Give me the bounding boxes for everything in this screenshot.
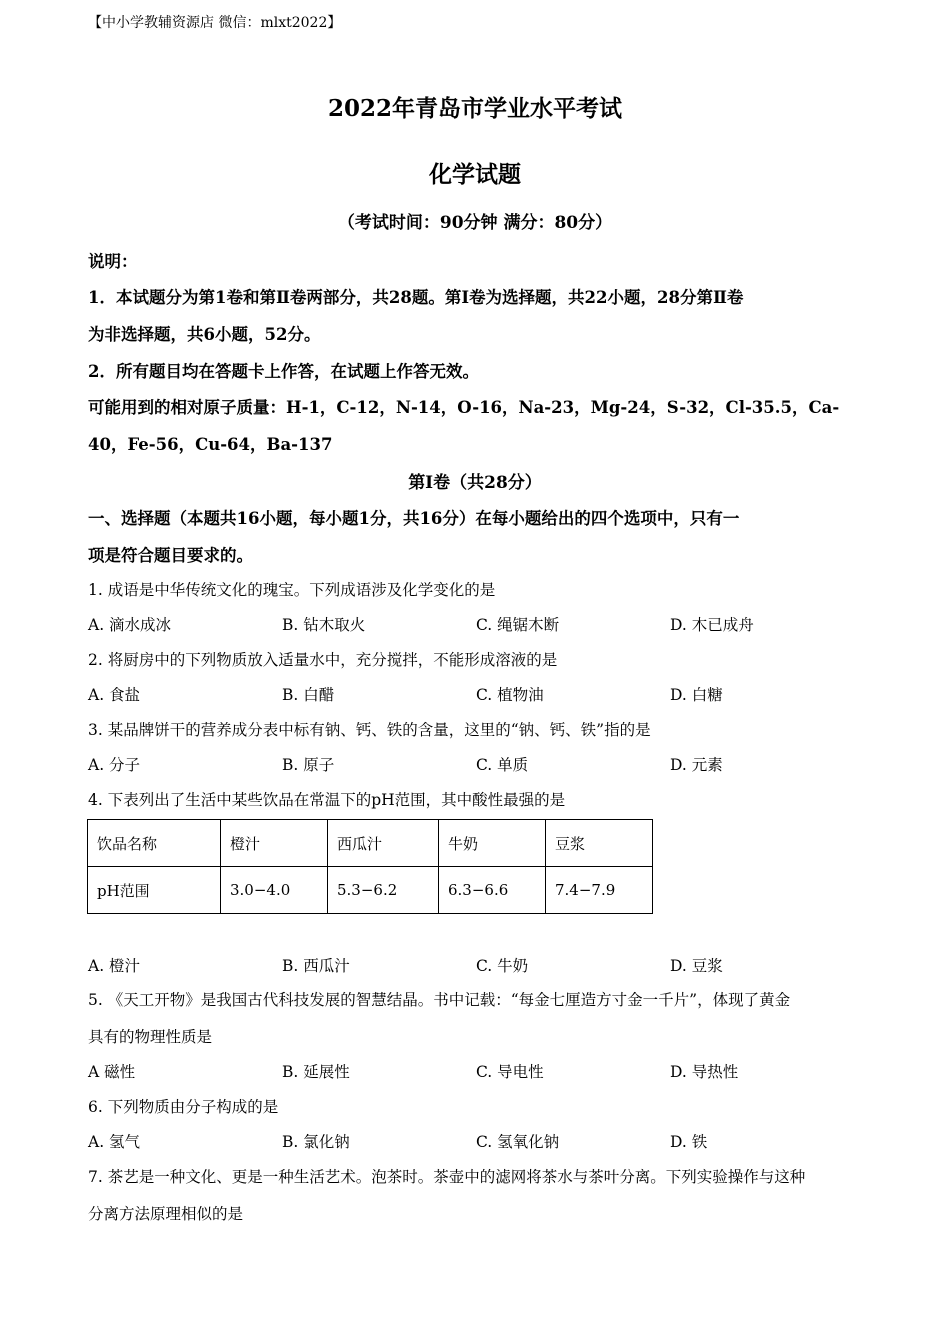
- part-one-heading-line1: 一、选择题（本题共16小题，每小题1分，共16分）在每小题给出的四个选项中，只有一: [88, 509, 740, 528]
- table-cell: 7.4−7.9: [546, 867, 653, 914]
- exam-subtitle: 化学试题: [429, 161, 521, 188]
- q6-option-a: A. 氢气: [88, 1133, 141, 1151]
- table-header-row: [88, 820, 653, 867]
- exam-info: （考试时间：90分钟 满分：80分）: [337, 213, 613, 233]
- table-cell: 6.3−6.6: [439, 867, 546, 914]
- q2-option-b: B. 白醋: [282, 686, 335, 704]
- q6-option-b: B. 氯化钠: [282, 1133, 350, 1151]
- q1-option-c: C. 绳锯木断: [476, 616, 560, 634]
- header-note: 【中小学教辅资源店 微信：mlxt2022】: [88, 15, 342, 31]
- q3-option-b: B. 原子: [282, 756, 335, 774]
- q5-option-b: B. 延展性: [282, 1063, 350, 1081]
- q4-option-d: D. 豆浆: [670, 957, 723, 975]
- table-cell: 橙汁: [221, 820, 328, 867]
- q5-option-c: C. 导电性: [476, 1063, 544, 1081]
- q2-option-c: C. 植物油: [476, 686, 544, 704]
- question-5-stem-line1: 5. 《天工开物》是我国古代科技发展的智慧结晶。书中记载：“每金七厘造方寸金一千片”，体现了黄金: [88, 991, 791, 1009]
- section-title: 第I卷（共28分）: [408, 473, 542, 493]
- q1-option-b: B. 钻木取火: [282, 616, 366, 634]
- q5-option-a: A 磁性: [88, 1063, 136, 1081]
- table-cell: 豆浆: [546, 820, 653, 867]
- q6-option-c: C. 氢氧化钠: [476, 1133, 560, 1151]
- table-row: [88, 867, 653, 914]
- q4-option-c: C. 牛奶: [476, 957, 529, 975]
- question-7-stem-line1: 7. 茶艺是一种文化、更是一种生活艺术。泡茶时。茶壶中的滤网将茶水与茶叶分离。下列实验操作与这种: [88, 1168, 806, 1186]
- q1-option-a: A. 滴水成冰: [88, 616, 172, 634]
- part-one-heading-line2: 项是符合题目要求的。: [88, 546, 253, 565]
- q3-option-a: A. 分子: [88, 756, 141, 774]
- notes-heading: 说明：: [88, 252, 138, 271]
- q4-option-a: A. 橙汁: [88, 957, 141, 975]
- table-cell: 牛奶: [439, 820, 546, 867]
- table-cell: 饮品名称: [88, 820, 221, 867]
- table-cell: 3.0−4.0: [221, 867, 328, 914]
- q1-option-d: D. 木已成舟: [670, 616, 754, 634]
- question-7-stem-line2: 分离方法原理相似的是: [88, 1205, 244, 1223]
- question-3-stem: 3. 某品牌饼干的营养成分表中标有钠、钙、铁的含量，这里的“钠、钙、铁”指的是: [88, 721, 651, 739]
- q6-option-d: D. 铁: [670, 1133, 708, 1151]
- question-5-stem-line2: 具有的物理性质是: [88, 1028, 213, 1046]
- q2-option-a: A. 食盐: [88, 686, 141, 704]
- exam-title: 2022年青岛市学业水平考试: [327, 95, 622, 122]
- notes-item1-line1: 1．本试题分为第1卷和第Ⅱ卷两部分，共28题。第I卷为选择题，共22小题，28分第Ⅱ卷: [88, 288, 744, 307]
- q3-option-c: C. 单质: [476, 756, 529, 774]
- question-1-stem: 1. 成语是中华传统文化的瑰宝。下列成语涉及化学变化的是: [88, 581, 496, 599]
- table-cell: 5.3−6.2: [328, 867, 439, 914]
- q3-option-d: D. 元素: [670, 756, 723, 774]
- question-4-stem: 4. 下表列出了生活中某些饮品在常温下的pH范围，其中酸性最强的是: [88, 791, 566, 809]
- notes-item2: 2．所有题目均在答题卡上作答，在试题上作答无效。: [88, 362, 479, 381]
- table-cell: pH范围: [88, 867, 221, 914]
- q4-option-b: B. 西瓜汁: [282, 957, 350, 975]
- atomic-masses-line2: 40，Fe-56，Cu-64，Ba-137: [88, 435, 333, 454]
- question-2-stem: 2. 将厨房中的下列物质放入适量水中，充分搅拌，不能形成溶液的是: [88, 651, 558, 669]
- atomic-masses-line1: 可能用到的相对原子质量：H-1，C-12，N-14，O-16，Na-23，Mg-24，S-32，Cl-35.5，Ca-: [88, 398, 840, 417]
- notes-item1-line2: 为非选择题，共6小题，52分。: [88, 325, 321, 344]
- question-6-stem: 6. 下列物质由分子构成的是: [88, 1098, 279, 1116]
- q5-option-d: D. 导热性: [670, 1063, 739, 1081]
- q2-option-d: D. 白糖: [670, 686, 723, 704]
- ph-table: [87, 819, 653, 914]
- table-cell: 西瓜汁: [328, 820, 439, 867]
